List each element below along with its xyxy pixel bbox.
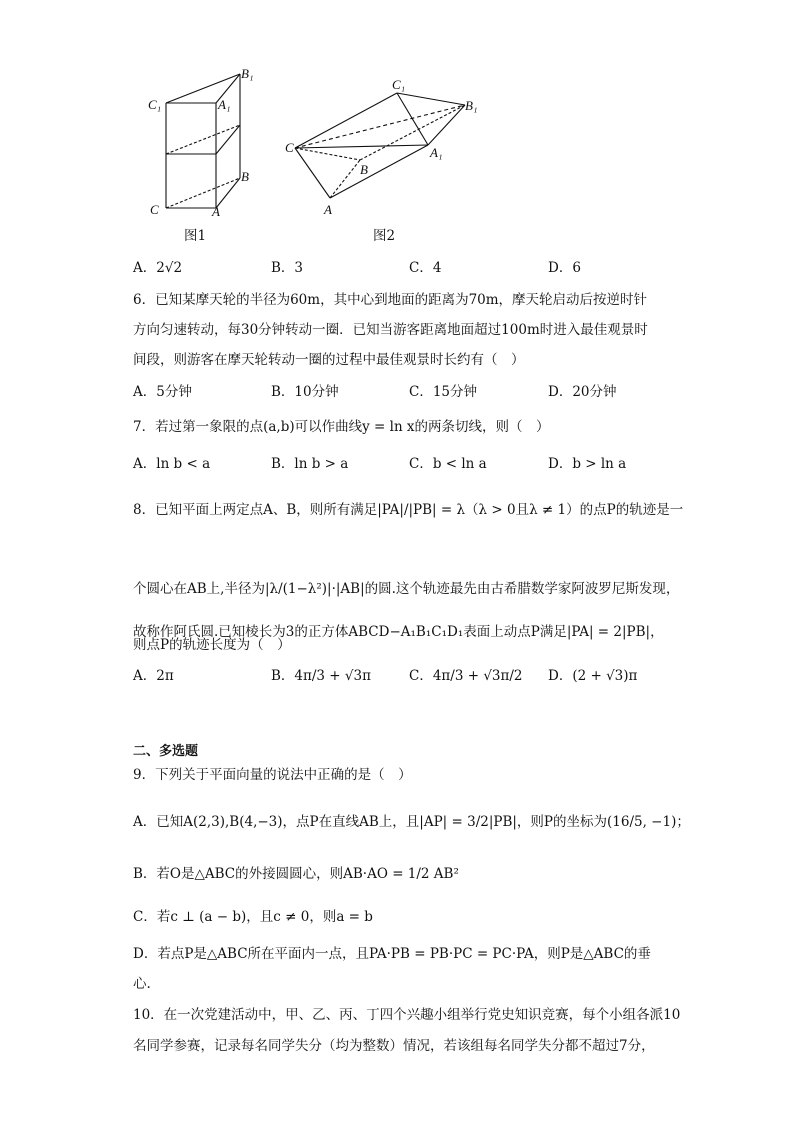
q6-option-c: C．15分钟 bbox=[409, 384, 478, 400]
q5-option-b: B．3 bbox=[271, 260, 304, 276]
q10-line-1: 10．在一次党建活动中，甲、乙、丙、丁四个兴趣小组举行党史知识竞赛，每个小组各派10 bbox=[133, 1007, 681, 1023]
fig1-label-a: A bbox=[212, 204, 220, 219]
q6-line-1: 6．已知某摩天轮的半径为60m，其中心到地面的距离为70m，摩天轮启动后按逆时针 bbox=[133, 292, 648, 308]
q7-option-d: D．b > ln a bbox=[548, 456, 627, 472]
q6-option-d: D．20分钟 bbox=[548, 384, 617, 400]
fig1-label-b: B bbox=[241, 169, 249, 184]
figure-1 bbox=[140, 60, 270, 250]
q6-line-3: 间段，则游客在摩天轮转动一圈的过程中最佳观景时长约有（ ） bbox=[133, 352, 525, 368]
q8-line-1: 8．已知平面上两定点A、B，则所有满足|PA|/|PB| = λ（λ > 0且λ ≠ 1）的点P的轨迹是一 bbox=[133, 502, 684, 518]
fig1-label-a1: A₁ bbox=[218, 97, 231, 112]
section-2-title: 二、多选题 bbox=[133, 744, 199, 759]
q9-option-b: B．若O是△ABC的外接圆圆心，则AB·AO = 1/2 AB² bbox=[133, 866, 459, 882]
q5-option-a: A．2√2 bbox=[133, 260, 183, 276]
q8-line-2: 个圆心在AB上,半径为|λ/(1−λ²)|·|AB|的圆.这个轨迹最先由古希腊数学家阿波罗尼斯发现， bbox=[133, 581, 680, 597]
q8-option-d: D．(2 + √3)π bbox=[548, 668, 638, 684]
q8-line-4-visible: 则点P的轨迹长度为（ ） bbox=[133, 637, 291, 653]
fig2-label-a: A bbox=[324, 202, 332, 217]
fig2-label-c1: C₁ bbox=[392, 77, 406, 92]
q10-line-2: 名同学参赛，记录每名同学失分（均为整数）情况，若该组每名同学失分都不超过7分， bbox=[133, 1038, 655, 1054]
q7-stem: 7．若过第一象限的点(a,b)可以作曲线y = ln x的两条切线，则（ ） bbox=[133, 419, 550, 435]
q6-line-2: 方向匀速转动，每30分钟转动一圈．已知当游客距离地面超过100m时进入最佳观景时 bbox=[133, 322, 648, 338]
q5-option-c: C．4 bbox=[409, 260, 442, 276]
q9-option-d-line-1: D．若点P是△ABC所在平面内一点，且PA·PB = PB·PC = PC·PA，则P是△ABC的垂 bbox=[133, 946, 651, 962]
q7-option-b: B．ln b > a bbox=[271, 456, 349, 472]
q9-option-d-line-2: 心. bbox=[133, 976, 151, 992]
q9-option-c: C．若c ⊥ (a − b)，且c ≠ 0，则a = b bbox=[133, 909, 373, 925]
q9-stem: 9．下列关于平面向量的说法中正确的是（ ） bbox=[133, 767, 412, 783]
q7-option-a: A．ln b < a bbox=[133, 456, 211, 472]
q6-option-a: A．5分钟 bbox=[133, 384, 192, 400]
fig2-label-a1: A₁ bbox=[430, 145, 443, 160]
q8-option-a: A．2π bbox=[133, 668, 174, 684]
fig2-label-c: C bbox=[285, 140, 294, 155]
figure-2 bbox=[280, 80, 480, 220]
q8-option-b: B．4π/3 + √3π bbox=[271, 668, 371, 684]
q7-option-c: C．b < ln a bbox=[409, 456, 487, 472]
q5-option-d: D．6 bbox=[548, 260, 581, 276]
q8-line-3: 故称作阿氏圆.已知棱长为3的正方体ABCD−A₁B₁C₁D₁表面上动点P满足|PA| = 2|PB|， bbox=[133, 624, 664, 640]
fig1-label-b1: B₁ bbox=[241, 66, 254, 81]
fig2-label-b: B bbox=[360, 162, 368, 177]
q8-option-c: C．4π/3 + √3π/2 bbox=[409, 668, 523, 684]
q6-option-b: B．10分钟 bbox=[271, 384, 339, 400]
fig2-label-b1: B₁ bbox=[465, 98, 478, 113]
fig1-label-c: C bbox=[150, 202, 159, 217]
fig1-caption: 图1 bbox=[184, 228, 207, 244]
fig1-label-c1: C₁ bbox=[148, 97, 162, 112]
fig2-caption: 图2 bbox=[373, 228, 396, 244]
q9-option-a: A．已知A(2,3),B(4,−3)，点P在直线AB上，且|AP| = 3/2|PB|，则P的坐标为(16/5, −1)； bbox=[133, 814, 690, 830]
